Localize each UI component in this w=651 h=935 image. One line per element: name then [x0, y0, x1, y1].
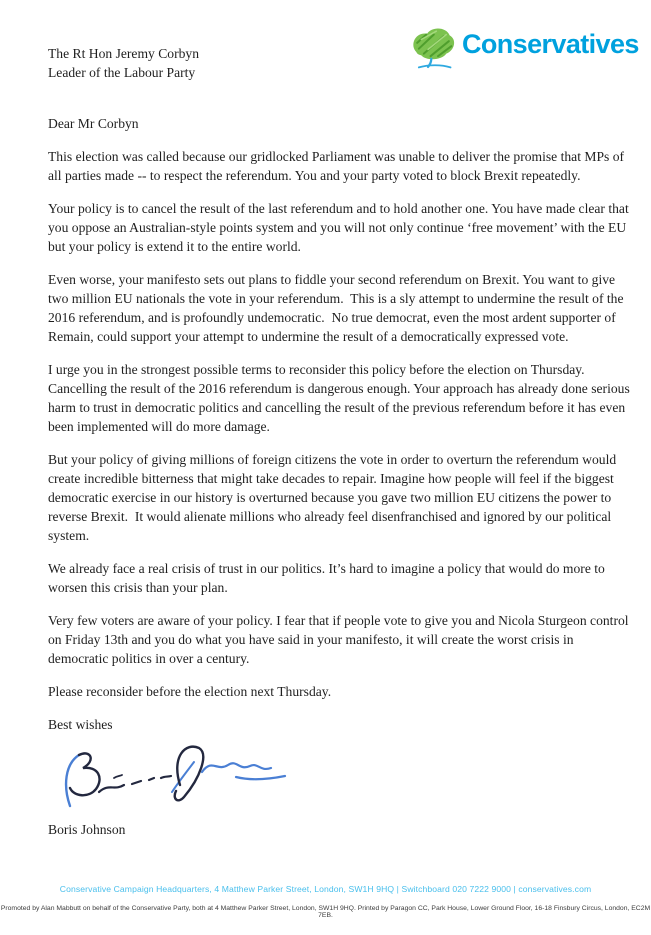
signer-name: Boris Johnson	[48, 822, 126, 837]
letter-paragraph: We already face a real crisis of trust in our politics. It’s hard to imagine a policy that would do more to worsen this crisis than your plan.	[48, 561, 609, 595]
recipient-title: Leader of the Labour Party	[48, 65, 196, 80]
boris-johnson-signature-icon	[54, 740, 294, 816]
letter-paragraph: But your policy of giving millions of foreign citizens the vote in order to overturn the referendum would create incredible bitterness that might take decades to repair. Imagine how people will feel if the biggest democratic exercise in our history is overturned because you gave two million EU citizens the power to reverse Brexit. It would alienate millions who already feel disenfranchised and ignored by our political system.	[48, 452, 620, 543]
footer-address: Conservative Campaign Headquarters, 4 Matthew Parker Street, London, SW1H 9HQ | Switchboard 020 7222 9000 | conservatives.com	[59, 884, 592, 894]
recipient-name: The Rt Hon Jeremy Corbyn	[48, 46, 200, 61]
letter-body	[48, 44, 634, 839]
letter-paragraph: I urge you in the strongest possible terms to reconsider this policy before the election on Thursday. Cancelling the result of the 2016 referendum is dangerous enough. Your approach has already done serious harm to trust in democratic politics and cancelling the result of the previous referendum before it has even been implemented will do more damage.	[48, 362, 634, 434]
footer-imprint: Promoted by Alan Mabbutt on behalf of the Conservative Party, both at 4 Matthew Parker Street, London, SW1H 9HQ. Printed by Paragon CC, Park House, Lower Ground Floor, 16-18 Finsbury Circus, London, EC2M 7EB.	[0, 905, 651, 919]
closing-request: Please reconsider before the election next Thursday.	[48, 684, 332, 699]
letter-paragraph: Your policy is to cancel the result of the last referendum and to hold another one. You have made clear that you oppose an Australian-style points system and you will not only continue ‘free movement’ with the EU but your policy is extend it to the entire world.	[48, 201, 633, 254]
letter-paragraph: Even worse, your manifesto sets out plans to fiddle your second referendum on Brexit. You want to give two million EU nationals the vote in your referendum. This is a sly attempt to undermine the result of the 2016 referendum, and is profoundly undemocratic. No true democrat, even the most ardent supporter of Remain, could support your attempt to undermine the result of a democratically expressed vote.	[48, 272, 627, 344]
letter-paragraph: This election was called because our gridlocked Parliament was unable to deliver the promise that MPs of all parties made -- to respect the referendum. You and your party voted to block Brexit repeatedly.	[48, 149, 628, 183]
recipient-block	[48, 44, 630, 82]
valediction: Best wishes	[48, 717, 113, 732]
salutation: Dear Mr Corbyn	[48, 116, 139, 131]
signature-block	[54, 740, 630, 816]
letter-paragraph: Very few voters are aware of your policy. I fear that if people vote to give you and Nicola Sturgeon control on Friday 13th and you do what you have said in your manifesto, it will create the worst crisis in democratic politics in over a century.	[48, 613, 632, 666]
logo-wordmark: Conservatives	[462, 29, 639, 59]
